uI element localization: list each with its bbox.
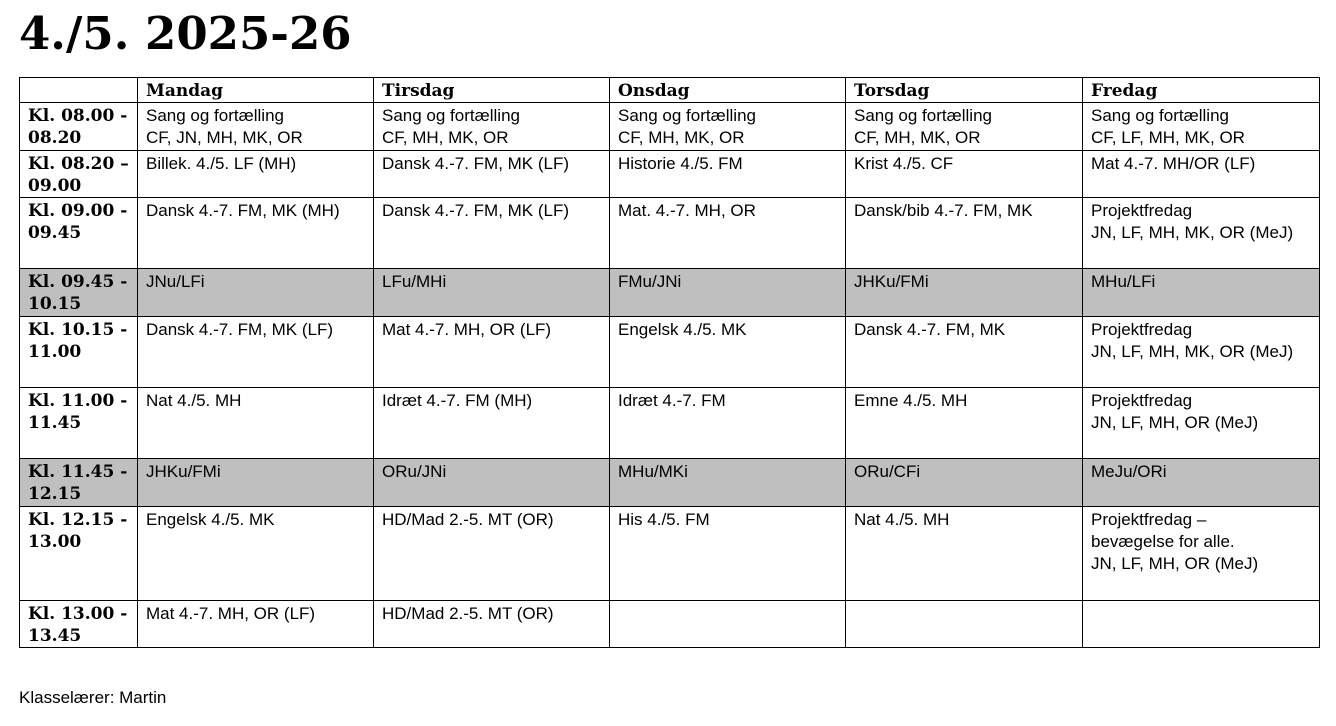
lesson-text: JN, LF, MH, MK, OR (MeJ)	[1091, 223, 1294, 242]
break-cell	[1083, 269, 1320, 317]
lesson-row	[20, 507, 1320, 601]
time-line: Kl. 09.45 -	[28, 272, 128, 292]
break-cell	[846, 269, 1083, 317]
lesson-cell	[610, 103, 846, 151]
lesson-text: Emne 4./5. MH	[854, 391, 968, 410]
supervision-text: LFu/MHi	[382, 272, 447, 291]
lesson-text: Nat 4./5. MH	[854, 510, 950, 529]
lesson-text: CF, LF, MH, MK, OR	[1091, 128, 1245, 147]
lesson-cell	[1083, 388, 1320, 459]
lesson-cell	[610, 388, 846, 459]
schedule-table	[19, 77, 1320, 648]
time-line: 09.00	[28, 176, 82, 196]
lesson-text: Krist 4./5. CF	[854, 154, 954, 173]
time-line: 10.15	[28, 294, 82, 314]
lesson-cell	[374, 601, 610, 648]
lesson-text: CF, MH, MK, OR	[854, 128, 981, 147]
lesson-text: Sang og fortælling	[1091, 106, 1229, 125]
lesson-text: Dansk/bib 4.-7. FM, MK	[854, 201, 1033, 220]
break-cell	[610, 269, 846, 317]
time-line: Kl. 09.00 -	[28, 201, 128, 221]
lesson-row	[20, 317, 1320, 388]
supervision-text: JNu/LFi	[146, 272, 205, 291]
break-cell	[374, 269, 610, 317]
time-slot	[20, 317, 138, 388]
time-slot	[20, 459, 138, 507]
time-slot	[20, 198, 138, 269]
lesson-text: Mat. 4.-7. MH, OR	[618, 201, 756, 220]
supervision-text: MeJu/ORi	[1091, 462, 1167, 481]
time-line: Kl. 12.15 -	[28, 510, 128, 530]
time-line: 12.15	[28, 484, 82, 504]
supervision-text: FMu/JNi	[618, 272, 682, 291]
day-header: Tirsdag	[374, 78, 610, 103]
page-title: 4./5. 2025-26	[19, 7, 352, 60]
lesson-cell	[846, 198, 1083, 269]
break-cell	[374, 459, 610, 507]
lesson-text: bevægelse for alle.	[1091, 532, 1235, 551]
day-header: Torsdag	[846, 78, 1083, 103]
lesson-text: Engelsk 4./5. MK	[146, 510, 275, 529]
lesson-cell	[1083, 507, 1320, 601]
lesson-text: CF, MH, MK, OR	[382, 128, 509, 147]
supervision-text: ORu/CFi	[854, 462, 921, 481]
lesson-text: Dansk 4.-7. FM, MK	[854, 320, 1006, 339]
lesson-cell	[846, 507, 1083, 601]
lesson-text: Dansk 4.-7. FM, MK (LF)	[382, 154, 570, 173]
lesson-cell	[610, 507, 846, 601]
lesson-cell	[1083, 317, 1320, 388]
lesson-row	[20, 388, 1320, 459]
lesson-text: Mat 4.-7. MH/OR (LF)	[1091, 154, 1256, 173]
lesson-text: Sang og fortælling	[146, 106, 284, 125]
supervision-text: MHu/LFi	[1091, 272, 1156, 291]
lesson-cell	[610, 601, 846, 648]
lesson-cell	[138, 151, 374, 198]
lesson-cell	[610, 151, 846, 198]
lesson-cell	[138, 507, 374, 601]
time-slot	[20, 151, 138, 198]
corner-cell	[20, 78, 138, 103]
break-row	[20, 459, 1320, 507]
time-line: Kl. 11.00 -	[28, 391, 128, 411]
lesson-cell	[1083, 151, 1320, 198]
time-line: 09.45	[28, 223, 82, 243]
lesson-cell	[846, 317, 1083, 388]
lesson-text: JN, LF, MH, OR (MeJ)	[1091, 554, 1259, 573]
lesson-text: Mat 4.-7. MH, OR (LF)	[146, 604, 316, 623]
lesson-cell	[1083, 198, 1320, 269]
lesson-text: Dansk 4.-7. FM, MK (MH)	[146, 201, 340, 220]
lesson-text: JN, LF, MH, OR (MeJ)	[1091, 413, 1259, 432]
lesson-text: Mat 4.-7. MH, OR (LF)	[382, 320, 552, 339]
break-cell	[846, 459, 1083, 507]
lesson-text: CF, JN, MH, MK, OR	[146, 128, 303, 147]
supervision-text: ORu/JNi	[382, 462, 447, 481]
time-slot	[20, 269, 138, 317]
lesson-text: Billek. 4./5. LF (MH)	[146, 154, 297, 173]
lesson-cell	[374, 317, 610, 388]
lesson-text: Engelsk 4./5. MK	[618, 320, 747, 339]
break-cell	[138, 459, 374, 507]
lesson-text: HD/Mad 2.-5. MT (OR)	[382, 604, 554, 623]
break-cell	[138, 269, 374, 317]
time-slot	[20, 388, 138, 459]
lesson-cell	[846, 388, 1083, 459]
lesson-cell	[610, 198, 846, 269]
day-header: Fredag	[1083, 78, 1320, 103]
time-slot	[20, 601, 138, 648]
time-line: Kl. 10.15 -	[28, 320, 128, 340]
break-cell	[1083, 459, 1320, 507]
class-teacher-note: Klasselærer: Martin	[19, 688, 167, 707]
lesson-cell	[846, 151, 1083, 198]
lesson-text: Nat 4./5. MH	[146, 391, 242, 410]
lesson-text: Projektfredag	[1091, 320, 1193, 339]
time-line: 11.45	[28, 413, 82, 433]
lesson-text: JN, LF, MH, MK, OR (MeJ)	[1091, 342, 1294, 361]
lesson-text: Historie 4./5. FM	[618, 154, 743, 173]
supervision-text: JHKu/FMi	[854, 272, 929, 291]
time-line: 13.00	[28, 532, 82, 552]
lesson-text: Idræt 4.-7. FM	[618, 391, 726, 410]
time-slot	[20, 103, 138, 151]
lesson-text: HD/Mad 2.-5. MT (OR)	[382, 510, 554, 529]
break-row	[20, 269, 1320, 317]
lesson-text: Idræt 4.-7. FM (MH)	[382, 391, 533, 410]
lesson-text: His 4./5. FM	[618, 510, 710, 529]
lesson-cell	[1083, 103, 1320, 151]
lesson-text: Sang og fortælling	[854, 106, 992, 125]
lesson-cell	[374, 151, 610, 198]
lesson-cell	[138, 198, 374, 269]
lesson-text: Dansk 4.-7. FM, MK (LF)	[146, 320, 334, 339]
lesson-cell	[138, 388, 374, 459]
day-header: Onsdag	[610, 78, 846, 103]
lesson-text: Sang og fortælling	[618, 106, 756, 125]
break-cell	[610, 459, 846, 507]
lesson-cell	[846, 103, 1083, 151]
header-row	[20, 78, 1320, 103]
supervision-text: MHu/MKi	[618, 462, 688, 481]
time-line: 13.45	[28, 626, 82, 646]
lesson-cell	[846, 601, 1083, 648]
lesson-cell	[374, 103, 610, 151]
schedule-body	[20, 103, 1320, 648]
supervision-text: JHKu/FMi	[146, 462, 221, 481]
lesson-text: Projektfredag –	[1091, 510, 1207, 529]
lesson-row	[20, 151, 1320, 198]
lesson-text: Projektfredag	[1091, 201, 1193, 220]
lesson-cell	[610, 317, 846, 388]
lesson-text: CF, MH, MK, OR	[618, 128, 745, 147]
lesson-cell	[374, 198, 610, 269]
time-slot	[20, 507, 138, 601]
time-line: 11.00	[28, 342, 82, 362]
time-line: Kl. 08.20 –	[28, 154, 129, 174]
time-line: Kl. 13.00 -	[28, 604, 128, 624]
time-line: Kl. 08.00 -	[28, 106, 128, 126]
day-header: Mandag	[138, 78, 374, 103]
time-line: 08.20	[28, 128, 82, 148]
lesson-row	[20, 103, 1320, 151]
lesson-cell	[374, 507, 610, 601]
lesson-text: Projektfredag	[1091, 391, 1193, 410]
lesson-cell	[138, 103, 374, 151]
time-line: Kl. 11.45 -	[28, 462, 128, 482]
lesson-row	[20, 601, 1320, 648]
lesson-text: Sang og fortælling	[382, 106, 520, 125]
lesson-cell	[374, 388, 610, 459]
lesson-cell	[1083, 601, 1320, 648]
lesson-cell	[138, 601, 374, 648]
lesson-text: Dansk 4.-7. FM, MK (LF)	[382, 201, 570, 220]
lesson-cell	[138, 317, 374, 388]
lesson-row	[20, 198, 1320, 269]
